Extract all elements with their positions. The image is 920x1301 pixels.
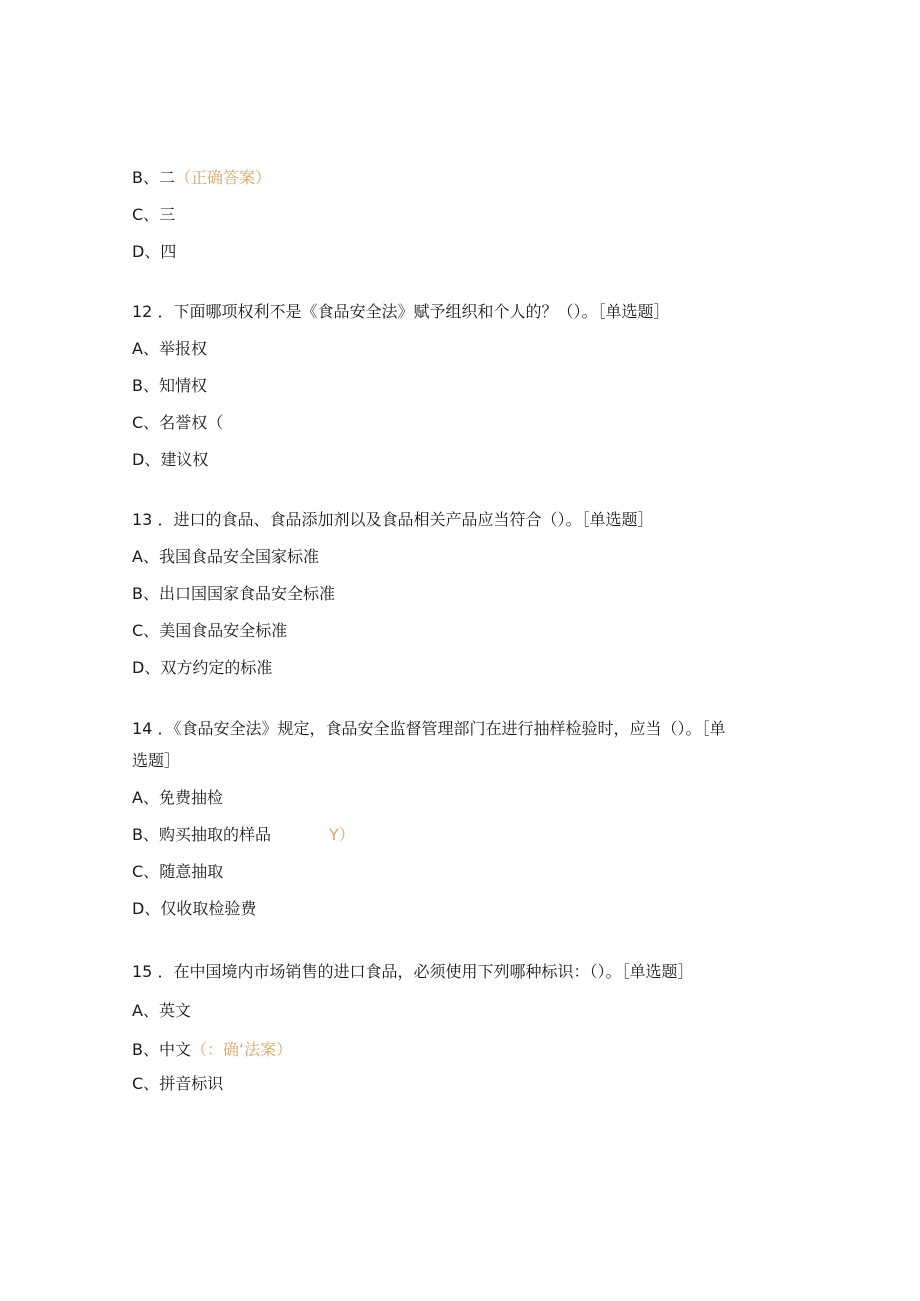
q15-stem: 15 ．在中国境内市场销售的进口食品，必须使用下列哪种标识：（）。［单选题］ bbox=[132, 962, 694, 981]
option-text: 美国食品安全标准 bbox=[159, 621, 288, 640]
option-text: 仅收取检验费 bbox=[160, 899, 257, 918]
option-letter: B、 bbox=[132, 825, 159, 844]
option-text: 知情权 bbox=[158, 376, 207, 395]
q14-stem-line-2: 选题］ bbox=[132, 751, 181, 770]
q13-stem: 13 ．进口的食品、食品添加剂以及食品相关产品应当符合（）。［单选题］ bbox=[132, 510, 654, 529]
q14-option-c bbox=[132, 862, 223, 882]
option-letter: C、 bbox=[132, 1074, 160, 1093]
q12-option-a bbox=[132, 339, 207, 359]
q12-option-c bbox=[132, 413, 223, 433]
q11-option-b bbox=[132, 168, 271, 188]
option-text: 举报权 bbox=[158, 339, 207, 358]
option-letter: D、 bbox=[132, 658, 161, 677]
option-text: 三 bbox=[159, 205, 176, 224]
q12-option-b bbox=[132, 376, 207, 396]
option-text: 免费抽检 bbox=[158, 788, 223, 807]
option-text: 四 bbox=[160, 242, 177, 261]
q15-option-b bbox=[132, 1040, 292, 1060]
correct-answer-note: （：确‘法案） bbox=[191, 1040, 293, 1059]
option-letter: C、 bbox=[132, 205, 160, 224]
q13-option-a bbox=[132, 547, 319, 567]
option-text: 英文 bbox=[158, 1001, 191, 1020]
correct-answer-note: Y） bbox=[329, 825, 355, 844]
option-text: 拼音标识 bbox=[159, 1074, 224, 1093]
option-letter: A、 bbox=[132, 1001, 159, 1020]
q11-option-d bbox=[132, 242, 176, 262]
option-letter: B、 bbox=[132, 584, 159, 603]
q12-stem: 12 ．下面哪项权利不是《食品安全法》赋予组织和个人的？（）。［单选题］ bbox=[132, 302, 670, 321]
option-letter: A、 bbox=[132, 339, 159, 358]
q14-stem-line-1: 14 ．《食品安全法》规定，食品安全监督管理部门在进行抽样检验时，应当（）。［单 bbox=[132, 719, 726, 738]
q14-option-b bbox=[132, 825, 355, 845]
q15-option-a bbox=[132, 1001, 191, 1021]
q12-option-d bbox=[132, 450, 208, 470]
option-letter: B、 bbox=[132, 1040, 159, 1059]
option-letter: A、 bbox=[132, 547, 159, 566]
correct-answer-note: （正确答案） bbox=[175, 168, 272, 187]
option-letter: B、 bbox=[132, 376, 159, 395]
option-letter: C、 bbox=[132, 862, 160, 881]
option-text: 双方约定的标准 bbox=[160, 658, 273, 677]
q15-option-c bbox=[132, 1074, 223, 1094]
option-text: 购买抽取的样品 bbox=[158, 825, 271, 844]
q14-option-a bbox=[132, 788, 223, 808]
option-letter: D、 bbox=[132, 899, 161, 918]
option-letter: B、 bbox=[132, 168, 159, 187]
q13-option-b bbox=[132, 584, 335, 604]
option-text: 建议权 bbox=[160, 450, 209, 469]
q13-option-d bbox=[132, 658, 272, 678]
option-text: 出口国国家食品安全标准 bbox=[158, 584, 335, 603]
option-letter: D、 bbox=[132, 450, 161, 469]
option-text: 我国食品安全国家标准 bbox=[158, 547, 319, 566]
q14-option-d bbox=[132, 899, 256, 919]
option-text: 中文 bbox=[158, 1040, 191, 1059]
option-letter: C、 bbox=[132, 621, 160, 640]
q13-option-c bbox=[132, 621, 287, 641]
option-letter: A、 bbox=[132, 788, 159, 807]
option-letter: D、 bbox=[132, 242, 161, 261]
option-text: 随意抽取 bbox=[159, 862, 224, 881]
option-text: 二 bbox=[158, 168, 175, 187]
option-text: 名誉权（ bbox=[159, 413, 224, 432]
option-letter: C、 bbox=[132, 413, 160, 432]
q11-option-c bbox=[132, 205, 175, 225]
